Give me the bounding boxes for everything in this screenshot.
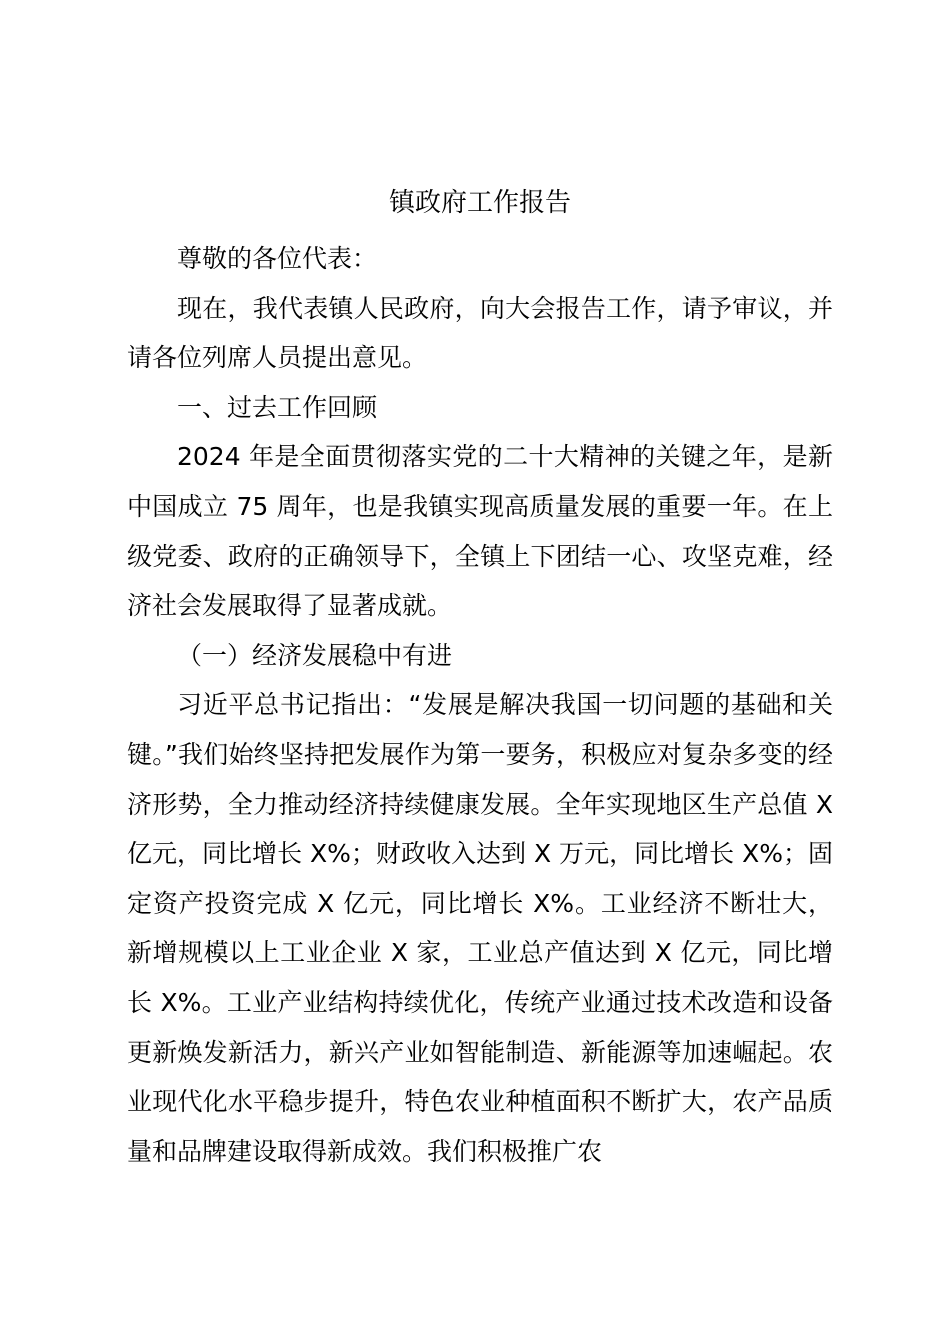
review-paragraph: 2024 年是全面贯彻落实党的二十大精神的关键之年，是新中国成立 75 周年，也是我镇实现高质量发展的重要一年。在上级党委、政府的正确领导下，全镇上下团结一心、攻坚克难，经济社会发展取得了显著成就。 [127,442,833,621]
subsection-heading-economy: （一）经济发展稳中有进 [177,640,453,670]
economy-paragraph: 习近平总书记指出：“发展是解决我国一切问题的基础和关键。”我们始终坚持把发展作为第一要务，积极应对复杂多变的经济形势，全力推动经济持续健康发展。全年实现地区生产总值 X 亿元，同比增长 X%；财政收入达到 X 万元，同比增长 X%；固定资产投资完成 X 亿元，同比增长 X%。工业经济不断壮大，新增规模以上工业企业 X 家，工业总产值达到 X 亿元，同比增长 X%。工业产业结构持续优化，传统产业通过技术改造和设备更新焕发新活力，新兴产业如智能制造、新能源等加速崛起。农业现代化水平稳步提升，特色农业种植面积不断扩大，农产品质量和品牌建设取得新成效。我们积极推广农 [127,690,833,1166]
section-heading-review: 一、过去工作回顾 [177,392,378,422]
opening-paragraph: 现在，我代表镇人民政府，向大会报告工作，请予审议，并请各位列席人员提出意见。 [127,293,833,373]
salutation: 尊敬的各位代表： [177,244,378,273]
document-page [127,186,833,1176]
document-title: 镇政府工作报告 [388,188,571,218]
